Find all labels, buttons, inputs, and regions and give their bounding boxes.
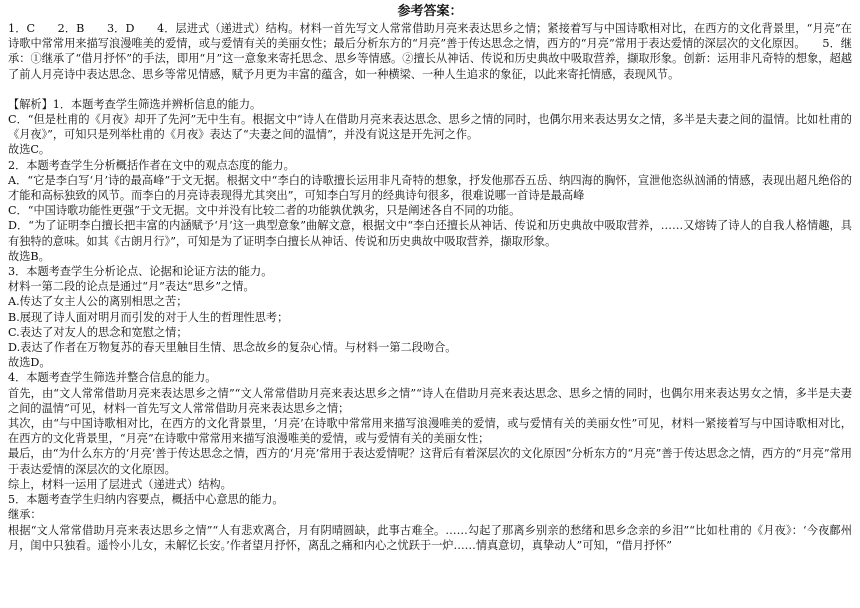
text-paragraph: D.表达了作者在万物复苏的春天里触目生情、思念故乡的复杂心情。与材料一第二段吻合。: [8, 341, 457, 355]
text-paragraph: 材料一第二段的论点是通过“月”表达“思乡”之情。: [8, 280, 255, 294]
text-paragraph: 最后，由“为什么东方的‘月亮’善于传达思念之情，西方的‘月亮’常用于表达爱情呢？这背后有着深层次的文化原因”分析东方的“月亮”善于传达思念之情，西方的“月亮”常用于表达爱情的深层次的文化原因。: [8, 447, 852, 476]
answer-body: [8, 21, 852, 553]
text-paragraph: 3．本题考查学生分析论点、论据和论证方法的能力。: [8, 265, 273, 279]
text-paragraph: 根据“文人常常借助月亮来表达思乡之情”“人有悲欢离合，月有阴晴圆缺，此事古难全。……勾起了那离乡别亲的愁绪和思乡念亲的乡泪”“比如杜甫的《月夜》：‘今夜鄜州月，闺中只独看。遥怜小儿女，未解忆长安。’作者望月抒怀，离乱之痛和内心之忧跃于一炉……情真意切，真挚动人”可知，“借月抒怀”: [8, 523, 852, 552]
text-paragraph: 5．本题考查学生归纳内容要点，概括中心意思的能力。: [8, 493, 284, 507]
text-paragraph: 综上，材料一运用了层进式（递进式）结构。: [8, 477, 232, 491]
text-paragraph: C.表达了对友人的思念和宽慰之情；: [8, 325, 188, 339]
text-paragraph: 继承：: [8, 508, 42, 522]
blank-line: [8, 82, 852, 97]
text-paragraph: 故选B。: [8, 249, 50, 263]
text-paragraph: 故选C。: [8, 143, 51, 157]
text-paragraph: A.传达了女主人公的离别相思之苦；: [8, 295, 188, 309]
text-paragraph: C．“但是杜甫的《月夜》却开了先河”无中生有。根据文中“诗人在借助月亮来表达思念、思乡之情的同时，也偶尔用来表达男女之情，多半是夫妻之间的温情。比如杜甫的《月夜》”，可知只是列举杜甫的《月夜》表达了“夫妻之间的温情”，并没有说这是开先河之作。: [8, 113, 852, 142]
text-paragraph: 其次，由“与中国诗歌相对比，在西方的文化背景里，‘月亮’在诗歌中常常用来描写浪漫唯美的爱情，或与爱情有关的美丽女性”可见，材料一紧接着写与中国诗歌相对比，在西方的文化背景里，“月亮”在诗歌中常常用来描写浪漫唯美的爱情，或与爱情有关的美丽女性；: [8, 417, 852, 446]
text-paragraph: C．“中国诗歌功能性更强”于文无据。文中并没有比较二者的功能孰优孰劣，只是阐述各自不同的功能。: [8, 204, 521, 218]
text-paragraph: 首先，由“文人常常借助月亮来表达思乡之情”“文人常常借助月亮来表达思乡之情”“诗人在借助月亮来表达思念、思乡之情的同时，也偶尔用来表达男女之情，多半是夫妻之间的温情”可见，材料一首先写文人常常借助月亮来表达思乡之情；: [8, 386, 852, 415]
text-paragraph: 1．C 2．B 3．D 4．层进式（递进式）结构。材料一首先写文人常常借助月亮来表达思乡之情；紧接着写与中国诗歌相对比，在西方的文化背景里，“月亮”在诗歌中常常用来描写浪漫唯美的爱情，或与爱情有关的美丽女性；最后分析东方的“月亮”善于传达思念之情，西方的“月亮”常用于表达爱情的深层次的文化原因。 5．继承：①继承了“借月抒怀”的手法，即用“月”这一意象来寄托思念、思乡等情感。②擅长从神话、传说和历史典故中吸取营养，撷取形象。创新：运用非凡奇特的想象，超越了前人月亮诗中表达思念、思乡等常见情感，赋予月更为丰富的蕴含，如一种横梁、一种人生追求的象征，以此来寄托情感，表现风节。: [8, 22, 852, 81]
text-paragraph: 故选D。: [8, 356, 51, 370]
text-paragraph: B.展现了诗人面对明月而引发的对于人生的哲理性思考；: [8, 310, 289, 324]
text-paragraph: 【解析】1．本题考查学生筛选并辨析信息的能力。: [8, 97, 262, 111]
text-paragraph: 4．本题考查学生筛选并整合信息的能力。: [8, 371, 217, 385]
text-paragraph: 2．本题考查学生分析概括作者在文中的观点态度的能力。: [8, 158, 295, 172]
text-paragraph: A．“它是李白写‘月’诗的最高峰”于文无据。根据文中“李白的诗歌擅长运用非凡奇特的想象，抒发他那吞五岳、纳四海的胸怀，宣泄他恣纵汹涌的情感，表现出超凡绝俗的才能和高标独致的风节。而李白的月亮诗表现得尤其突出”，可知李白写月的经典诗句很多，很难说哪一首诗是最高峰: [8, 173, 852, 203]
text-paragraph: D．“为了证明李白擅长把丰富的内涵赋予‘月’这一典型意象”曲解文意，根据文中“李白还擅长从神话、传说和历史典故中吸取营养，……又熔铸了诗人的自我人格情趣，具有独特的意味。如其《古朗月行》”，可知是为了证明李白擅长从神话、传说和历史典故中吸取营养，撷取形象。: [8, 219, 852, 248]
page-title: 参考答案：: [397, 4, 463, 19]
